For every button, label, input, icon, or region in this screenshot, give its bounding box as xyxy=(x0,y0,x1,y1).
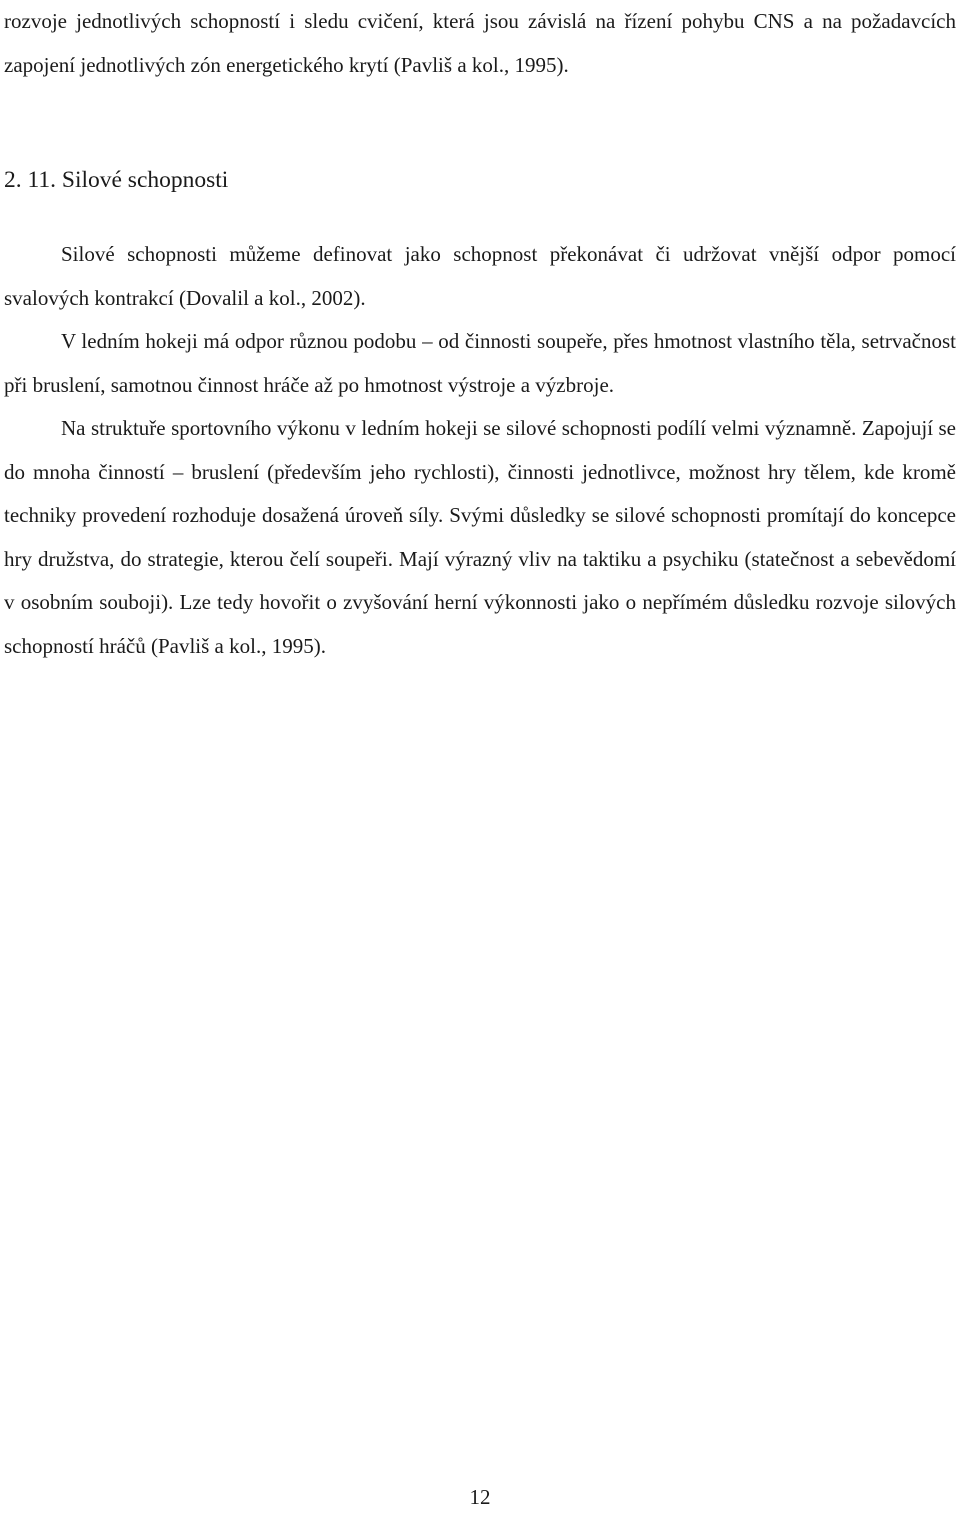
lead-paragraph: rozvoje jednotlivých schopností i sledu cvičení, která jsou závislá na řízení pohybu CNS a na požadavcích zapojení jednotlivých zón energetického krytí (Pavliš a kol., 1995). xyxy=(4,9,956,77)
paragraph-definition: Silové schopnosti můžeme definovat jako schopnost překonávat či udržovat vnější odpor pomocí svalových kontrakcí (Dovalil a kol., 2002). xyxy=(4,242,956,310)
section-heading: 2. 11. Silové schopnosti xyxy=(4,167,229,193)
paragraph-performance: Na struktuře sportovního výkonu v ledním hokeji se silové schopnosti podílí velmi významně. Zapojují se do mnoha činností – bruslení (především jeho rychlosti), činnosti jednotlivce, možnost hry tělem, kde kromě techniky provedení rozhoduje dosažená úroveň síly. Svými důsledky se silové schopnosti promítají do koncepce hry družstva, do strategie, kterou čelí soupeři. Mají výrazný vliv na taktiku a psychiku (statečnost a sebevědomí v osobním souboji). Lze tedy hovořit o zvyšování herní výkonnosti jako o nepřímém důsledku rozvoje silových schopností hráčů (Pavliš a kol., 1995). xyxy=(4,416,956,658)
page-number: 12 xyxy=(469,1485,491,1509)
section-body xyxy=(4,233,956,668)
paragraph-resistance: V ledním hokeji má odpor různou podobu – od činnosti soupeře, přes hmotnost vlastního těla, setrvačnost při bruslení, samotnou činnost hráče až po hmotnost výstroje a výzbroje. xyxy=(4,329,956,397)
